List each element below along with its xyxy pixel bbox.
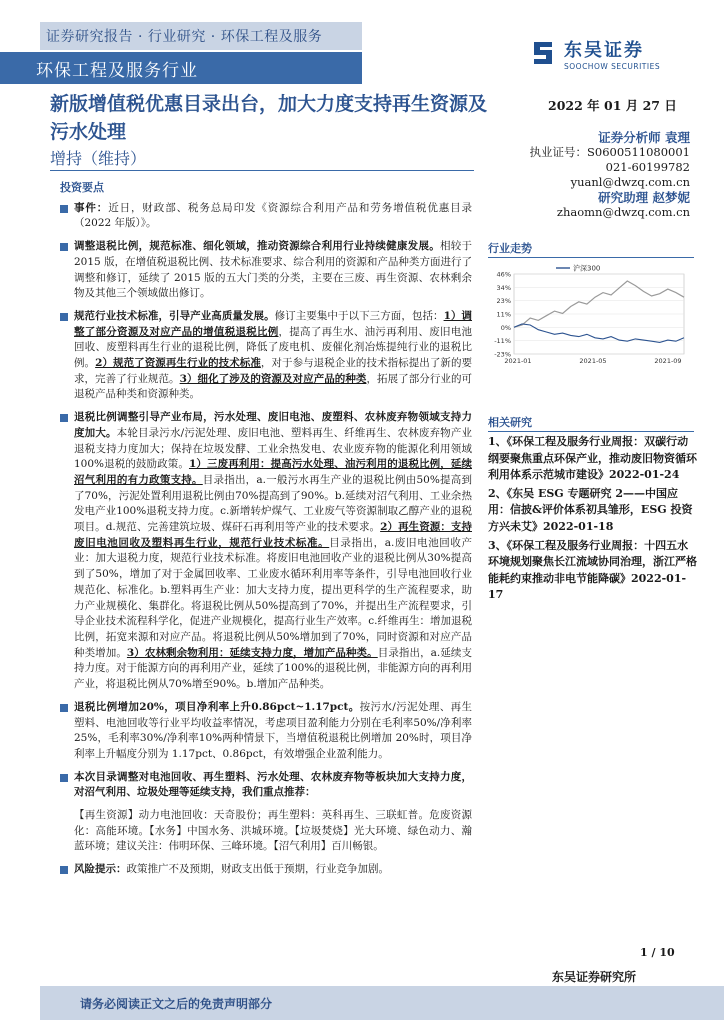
company-logo — [528, 36, 698, 70]
breadcrumb-text: 证券研究报告 · 行业研究 · 环保工程及服务 — [46, 29, 323, 45]
rating: 增持（维持） — [50, 149, 147, 168]
related-item[interactable]: 3、《环保工程及服务行业周报：十四五水环境规划聚焦长江流域协同治理，浙江严格能耗约束推动非电节能降碳》2022-01-17 — [488, 538, 697, 602]
breadcrumb — [40, 22, 362, 50]
report-title: 新版增值税优惠目录出台，加大力度支持再生资源及污水处理 — [50, 93, 488, 143]
series-line-1 — [514, 324, 684, 343]
title-divider — [50, 170, 474, 171]
paragraph-recommend: 本次目录调整对电池回收、再生塑料、污水处理、农林废弃物等板块加大支持力度，对沼气利用、垃圾处理等延续支持，我们重点推荐： — [60, 770, 472, 801]
industry-name: 环保工程及服务行业 — [36, 60, 198, 81]
bullet-icon — [60, 704, 68, 712]
x-tick-label: 2021-01 — [504, 357, 532, 365]
bullet-icon — [60, 243, 68, 251]
y-tick-label: -11% — [494, 337, 511, 346]
y-tick-label: 23% — [496, 297, 511, 306]
paragraph-adjust: 调整退税比例，规范标准、细化领域，推动资源综合利用行业持续健康发展。相较于 2015 版，在增值税退税比例、技术标准要求、综合利用的资源和产品种类方面进行了调整和修订，延续了 2015 版的五大门类的分类，主要在三废、再生资源、农林剩余物及其他三个领域做出修订。 — [60, 239, 472, 302]
paragraph-event: 事件：近日，财政部、税务总局印发《资源综合利用产品和劳务增值税优惠目录（2022 年版）》。 — [60, 201, 472, 232]
paragraph-layout: 退税比例调整引导产业布局，污水处理、废旧电池、废塑料、农林废弃物领域支持力度加大。本轮目录污水/污泥处理、废旧电池、塑料再生、纤维再生、农林废弃物产业退税支持力度加大；保持在垃圾发酵、工业余热发电、农业废弃物的能源化利用领域100%退税的鼓励政策。1）三废再利用：提高污水处理、油污利用的退税比例，延续沼气利用的有力政策支持。目录指出，a.一般污水再生产业的退税比例由50%提高到了70%，污泥处置利用退税比例由70%提高到了90%。b.延续对沼气利用、工业余热发电产业100%退税支持力度。c.新增转炉煤气、工业废气等资源制取乙醇产业的退税项目。d.规范、完善建筑垃圾、煤矸石再利用等产业的技术要求。2）再生资源：支持废旧电池回收及塑料再生行业，规范行业技术标准。目录指出，a.废旧电池回收产业：加大退税力度，规范行业技术标准。将废旧电池回收产业的退税比例从30%提高到了50%，增加了对于金属回收率、工业废水循环利用率等条件，引导电池回收行业规范化、标准化。b.塑料再生产业：加大支持力度，提出更科学的生产流程要求，助力产业规模化、集群化。将退税比例从50%提高到了70%，并提出生产流程要求，引导企业技术流程科学化，促进产业规模化，提高行业生产效率。c.纤维再生：增加退税比例，拓宽来源和对应产品。将退税比例从50%增加到了70%，同时资源和对应产品种类增加。3）农林剩余物利用：延续支持力度，增加产品种类。目录指出，a.延续支持力度。对于能源方向的再利用产业，延续了100%的退税比例，非能源方向的再利用产业，将退税比例从70%增至90%。b.增加产品种类。 — [60, 410, 472, 693]
bullet-icon — [60, 313, 68, 321]
logo-icon — [528, 38, 558, 68]
paragraph-stocks: 【再生资源】动力电池回收：天奇股份；再生塑料：英科再生、三联虹普。危废资源化：高能环境。【水务】中国水务、洪城环境。【垃圾焚烧】光大环境、绿色动力、瀚蓝环境；建议关注：伟明环保、三峰环境。【沼气利用】百川畅银。 — [74, 809, 472, 853]
analyst-2-role: 研究助理 赵梦妮 — [598, 190, 690, 205]
paragraph-standards: 规范行业技术标准，引导产业高质量发展。修订主要集中于以下三方面，包括：1）调整了部分资源及对应产品的增值税退税比例，提高了再生水、油污再利用、废旧电池回收、废塑料再生行业的退税比例，降低了废电机、废催化剂冶炼提纯行业的退税比例。2）规范了资源再生行业的技术标准，对于参与退税企业的技术指标提出了新的要求，完善了行业规范。3）细化了涉及的资源及对应产品的种类，拓展了部分行业的可退税产品种类和资源种类。 — [60, 309, 472, 403]
report-date: 2022 年 01 月 27 日 — [548, 98, 677, 113]
footer-bar — [40, 986, 724, 1020]
paragraph-risk: 风险提示：政策推广不及预期，财政支出低于预期，行业竞争加剧。 — [60, 862, 472, 878]
industry-banner — [0, 52, 362, 84]
related-divider — [488, 431, 694, 432]
y-tick-label: -23% — [494, 350, 511, 359]
industry-trend-chart — [486, 262, 696, 372]
analyst-block — [530, 130, 691, 220]
institute-name: 东吴证券研究所 — [552, 970, 637, 984]
related-list — [488, 434, 698, 606]
bullet-icon — [60, 205, 68, 213]
page-number: 1 / 10 — [640, 946, 675, 959]
related-title: 相关研究 — [488, 416, 532, 429]
x-tick-label: 2021-05 — [579, 357, 607, 365]
disclaimer-text[interactable]: 请务必阅读正文之后的免责声明部分 — [80, 997, 273, 1011]
paragraph-profit: 退税比例增加20%，项目净利率上升0.86pct~1.17pct。按污水/污泥处理、再生塑料、电池回收等行业平均收益率情况，考虑项目盈利能力分别在毛利率50%/净利率25%，毛利率30%/净利率10%两种情景下，当增值税退税比例增加 20%时，项目净利率上升幅度分别为 1.17pct、0.86pct，有效增强企业盈利能力。 — [60, 700, 472, 763]
trend-title: 行业走势 — [488, 242, 532, 255]
analyst-2-email[interactable]: zhaomn@dwzq.com.cn — [556, 205, 690, 219]
logo-en: SOOCHOW SECURITIES — [564, 61, 661, 71]
logo-cn: 东吴证券 — [564, 39, 644, 61]
x-tick-label: 2021-09 — [654, 357, 682, 365]
analyst-1-email[interactable]: yuanl@dwzq.com.cn — [570, 175, 690, 189]
related-item[interactable]: 2、《东吴 ESG 专题研究 2——中国应用：信披&评价体系初具雏形，ESG 投资方兴未艾》2022-01-18 — [488, 486, 693, 533]
y-tick-label: 0% — [500, 323, 511, 332]
analyst-1-phone: 021-60199782 — [605, 160, 690, 174]
analyst-1-role: 证券分析师 袁理 — [598, 130, 690, 145]
trend-divider — [488, 257, 694, 258]
bullet-icon — [60, 414, 68, 422]
main-content — [60, 180, 472, 885]
y-tick-label: 34% — [496, 283, 511, 292]
legend-label: 沪深300 — [573, 264, 601, 273]
y-tick-label: 11% — [496, 310, 511, 319]
y-tick-label: 46% — [496, 270, 511, 279]
series-line-0 — [514, 281, 684, 327]
bullet-icon — [60, 774, 68, 782]
related-item[interactable]: 1、《环保工程及服务行业周报：双碳行动纲要聚焦重点环保产业，推动废旧物资循环利用体系示范城市建设》2022-01-24 — [488, 435, 697, 482]
analyst-1-cert: 执业证号：S0600511080001 — [529, 145, 690, 159]
section-title: 投资要点 — [60, 181, 104, 194]
bullet-icon — [60, 866, 68, 874]
